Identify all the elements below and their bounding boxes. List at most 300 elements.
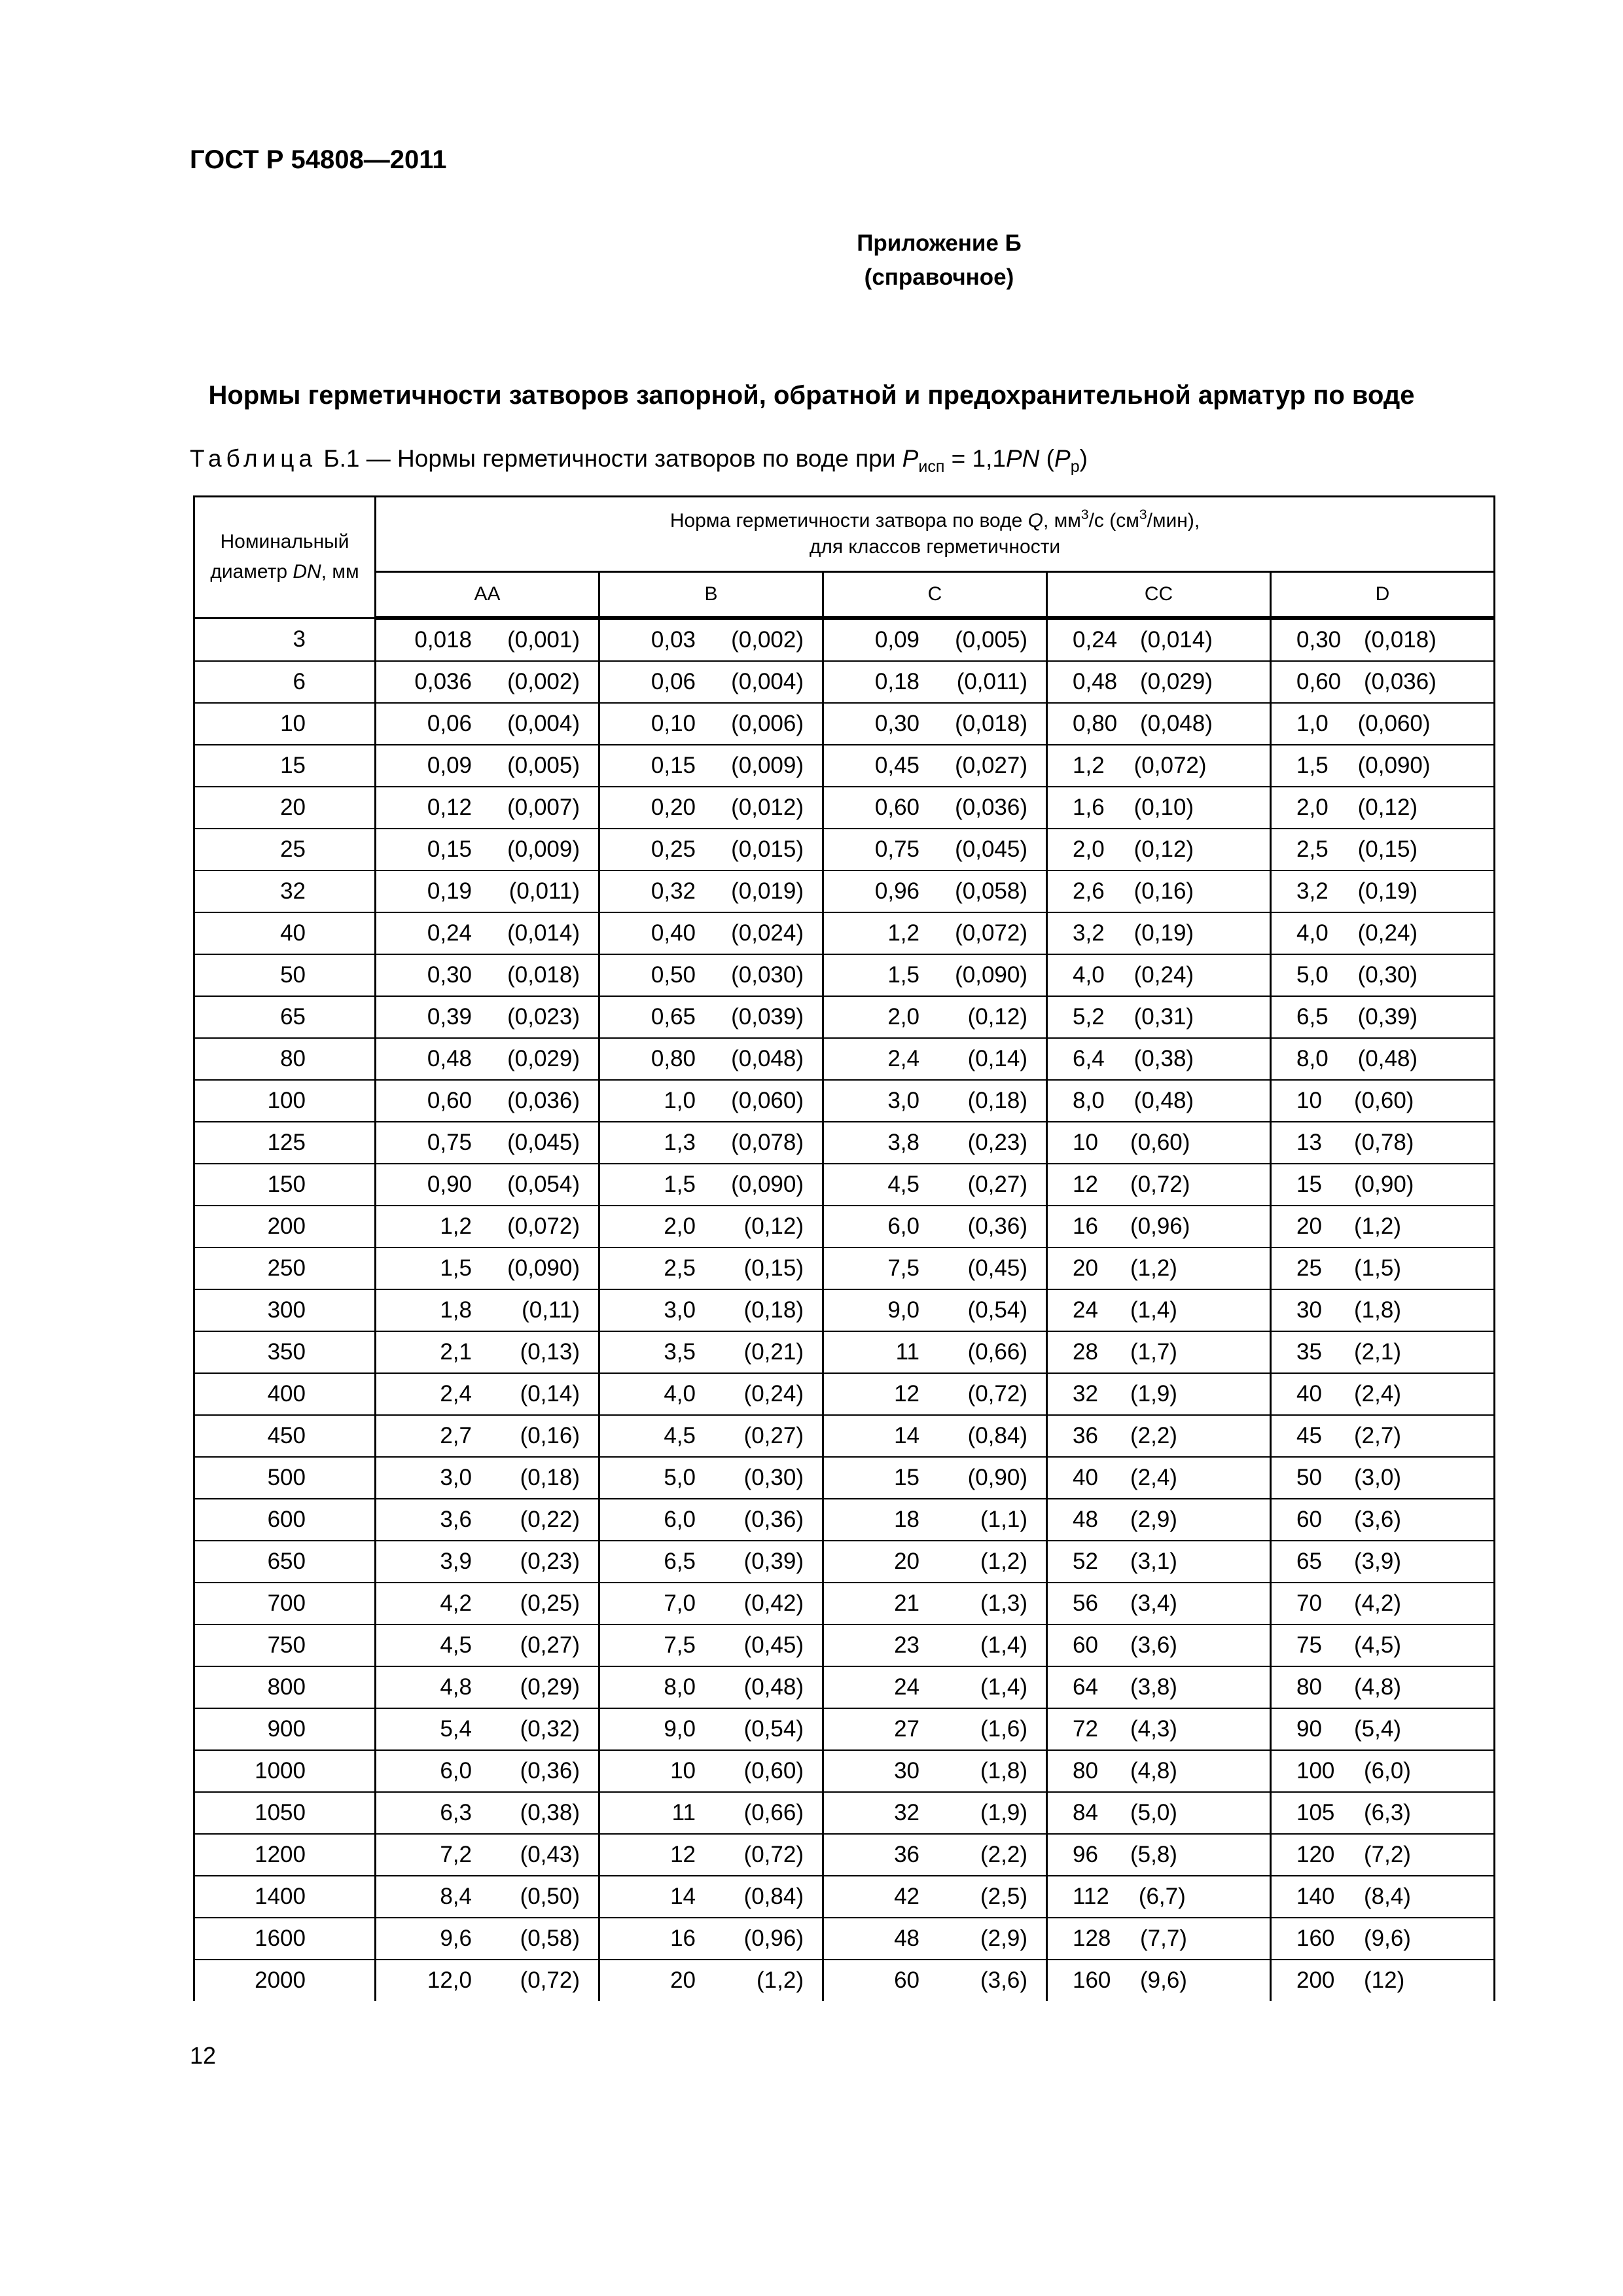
norm-cell xyxy=(823,1834,1047,1876)
flow-value-cm3-min: (3,8) xyxy=(1130,1674,1177,1700)
norm-cell xyxy=(376,1499,599,1541)
flow-value-cm3-min: (0,18) xyxy=(520,1465,580,1490)
flow-value-mm3-s: 60 xyxy=(894,1967,919,1993)
flow-value-mm3-s: 90 xyxy=(1296,1716,1322,1742)
flow-value-cm3-min: (3,1) xyxy=(1130,1549,1177,1574)
table-row xyxy=(194,1457,1495,1499)
table-row xyxy=(194,1583,1495,1624)
norm-cell xyxy=(599,1918,823,1960)
norm-cell xyxy=(599,996,823,1038)
caption-paren-close: ) xyxy=(1079,445,1088,472)
flow-value-mm3-s: 48 xyxy=(894,1926,919,1951)
norm-header-unit2: /с (см xyxy=(1088,510,1139,531)
norm-cell xyxy=(599,703,823,745)
flow-value-mm3-s: 0,15 xyxy=(651,753,696,778)
flow-value-cm3-min: (0,29) xyxy=(520,1674,580,1700)
flow-value-cm3-min: (0,006) xyxy=(731,711,804,736)
flow-value-cm3-min: (0,058) xyxy=(955,878,1027,904)
norm-cell xyxy=(823,1164,1047,1206)
flow-value-cm3-min: (0,18) xyxy=(967,1088,1027,1113)
flow-value-cm3-min: (0,48) xyxy=(1133,1088,1194,1113)
flow-value-mm3-s: 0,20 xyxy=(651,795,696,820)
norm-cell xyxy=(599,1122,823,1164)
flow-value-mm3-s: 4,8 xyxy=(440,1674,472,1700)
flow-value-mm3-s: 32 xyxy=(894,1800,919,1825)
flow-value-cm3-min: (0,12) xyxy=(1133,836,1194,862)
flow-value-mm3-s: 4,0 xyxy=(1073,962,1105,988)
norm-cell xyxy=(1047,1415,1271,1457)
flow-value-cm3-min: (7,7) xyxy=(1140,1926,1187,1951)
flow-value-mm3-s: 32 xyxy=(1073,1381,1098,1407)
flow-value-mm3-s: 1,5 xyxy=(1296,753,1329,778)
norm-cell xyxy=(823,1080,1047,1122)
flow-value-mm3-s: 3,2 xyxy=(1073,920,1105,946)
norm-cell xyxy=(1047,1122,1271,1164)
flow-value-mm3-s: 0,96 xyxy=(874,878,919,904)
norm-cell xyxy=(1047,829,1271,870)
flow-value-cm3-min: (0,030) xyxy=(731,962,804,988)
norm-cell xyxy=(376,1834,599,1876)
flow-value-cm3-min: (0,60) xyxy=(1130,1130,1190,1155)
flow-value-cm3-min: (0,43) xyxy=(520,1842,580,1867)
flow-value-cm3-min: (0,014) xyxy=(507,920,580,946)
flow-value-mm3-s: 35 xyxy=(1296,1339,1322,1365)
flow-value-cm3-min: (0,029) xyxy=(507,1046,580,1071)
flow-value-cm3-min: (0,36) xyxy=(967,1213,1027,1239)
flow-value-mm3-s: 7,0 xyxy=(664,1590,696,1616)
norm-cell xyxy=(376,1164,599,1206)
norm-cell xyxy=(1271,1164,1495,1206)
flow-value-mm3-s: 2,0 xyxy=(1073,836,1105,862)
flow-value-cm3-min: (3,9) xyxy=(1354,1549,1401,1574)
flow-value-mm3-s: 3,8 xyxy=(887,1130,919,1155)
table-row xyxy=(194,1164,1495,1206)
flow-value-mm3-s: 40 xyxy=(1296,1381,1322,1407)
flow-value-mm3-s: 3,0 xyxy=(440,1465,472,1490)
flow-value-cm3-min: (0,009) xyxy=(507,836,580,862)
norm-cell xyxy=(376,1708,599,1750)
flow-value-mm3-s: 1,8 xyxy=(440,1297,472,1323)
flow-value-cm3-min: (2,4) xyxy=(1130,1465,1177,1490)
flow-value-cm3-min: (5,8) xyxy=(1130,1842,1177,1867)
flow-value-mm3-s: 45 xyxy=(1296,1423,1322,1448)
flow-value-cm3-min: (1,4) xyxy=(980,1674,1027,1700)
table-row xyxy=(194,870,1495,912)
flow-value-cm3-min: (7,2) xyxy=(1364,1842,1411,1867)
norm-cell xyxy=(823,1541,1047,1583)
flow-value-cm3-min: (4,8) xyxy=(1354,1674,1401,1700)
flow-value-mm3-s: 36 xyxy=(1073,1423,1098,1448)
table-row xyxy=(194,1708,1495,1750)
flow-value-cm3-min: (0,036) xyxy=(955,795,1027,820)
norm-cell xyxy=(599,1666,823,1708)
flow-value-mm3-s: 0,09 xyxy=(874,627,919,653)
caption-number: Б.1 xyxy=(323,445,360,472)
norm-cell xyxy=(376,1457,599,1499)
flow-value-cm3-min: (0,90) xyxy=(1354,1172,1414,1197)
flow-value-mm3-s: 80 xyxy=(1073,1758,1098,1784)
flow-value-cm3-min: (3,6) xyxy=(1354,1507,1401,1532)
dn-header-var: DN xyxy=(293,561,321,583)
norm-cell xyxy=(376,1289,599,1331)
dn-cell: 600 xyxy=(194,1499,376,1541)
dn-cell: 1000 xyxy=(194,1750,376,1792)
dn-cell: 750 xyxy=(194,1624,376,1666)
flow-value-cm3-min: (4,5) xyxy=(1354,1632,1401,1658)
norm-cell xyxy=(1271,1624,1495,1666)
norm-cell xyxy=(1271,787,1495,829)
dn-cell: 1050 xyxy=(194,1792,376,1834)
dn-cell: 300 xyxy=(194,1289,376,1331)
table-row xyxy=(194,1206,1495,1247)
dn-cell: 700 xyxy=(194,1583,376,1624)
flow-value-cm3-min: (0,36) xyxy=(520,1758,580,1784)
appendix-heading xyxy=(628,226,1250,295)
norm-cell xyxy=(1271,954,1495,996)
norm-cell xyxy=(823,787,1047,829)
flow-value-mm3-s: 30 xyxy=(894,1758,919,1784)
class-header-c: С xyxy=(823,572,1047,619)
flow-value-mm3-s: 200 xyxy=(1296,1967,1335,1993)
norm-cell xyxy=(823,1708,1047,1750)
norm-cell xyxy=(823,1331,1047,1373)
flow-value-mm3-s: 5,0 xyxy=(664,1465,696,1490)
class-header-d: D xyxy=(1271,572,1495,619)
dn-cell: 1400 xyxy=(194,1876,376,1918)
norm-cell xyxy=(1047,1624,1271,1666)
flow-value-cm3-min: (1,1) xyxy=(980,1507,1027,1532)
flow-value-cm3-min: (0,12) xyxy=(743,1213,804,1239)
flow-value-cm3-min: (0,72) xyxy=(967,1381,1027,1407)
flow-value-mm3-s: 112 xyxy=(1073,1884,1109,1909)
norm-cell xyxy=(1271,1583,1495,1624)
flow-value-cm3-min: (0,36) xyxy=(743,1507,804,1532)
flow-value-mm3-s: 12 xyxy=(1073,1172,1098,1197)
norm-cell xyxy=(1271,1080,1495,1122)
flow-value-mm3-s: 6,4 xyxy=(1073,1046,1105,1071)
flow-value-mm3-s: 7,5 xyxy=(887,1255,919,1281)
norm-cell xyxy=(1047,1289,1271,1331)
norm-header-exp2: 3 xyxy=(1139,507,1147,522)
tightness-norms-table xyxy=(193,495,1495,2001)
norm-cell xyxy=(823,870,1047,912)
flow-value-mm3-s: 14 xyxy=(670,1884,696,1909)
norm-cell xyxy=(1271,1666,1495,1708)
norm-cell xyxy=(376,1583,599,1624)
flow-value-mm3-s: 100 xyxy=(1296,1758,1335,1784)
flow-value-cm3-min: (9,6) xyxy=(1140,1967,1187,1993)
flow-value-mm3-s: 0,15 xyxy=(427,836,472,862)
norm-cell xyxy=(376,870,599,912)
flow-value-mm3-s: 20 xyxy=(1073,1255,1098,1281)
flow-value-cm3-min: (0,78) xyxy=(1354,1130,1414,1155)
norm-cell xyxy=(376,745,599,787)
flow-value-cm3-min: (0,090) xyxy=(507,1255,580,1281)
flow-value-mm3-s: 0,12 xyxy=(427,795,472,820)
flow-value-mm3-s: 2,4 xyxy=(887,1046,919,1071)
flow-value-cm3-min: (1,2) xyxy=(1130,1255,1177,1281)
norm-cell xyxy=(823,1876,1047,1918)
flow-value-cm3-min: (0,060) xyxy=(731,1088,804,1113)
norm-cell xyxy=(1047,912,1271,954)
norm-cell xyxy=(1271,1876,1495,1918)
flow-value-mm3-s: 18 xyxy=(894,1507,919,1532)
flow-value-cm3-min: (0,22) xyxy=(520,1507,580,1532)
norm-cell xyxy=(823,1289,1047,1331)
flow-value-cm3-min: (1,7) xyxy=(1130,1339,1177,1365)
flow-value-mm3-s: 14 xyxy=(894,1423,919,1448)
norm-cell xyxy=(1271,1289,1495,1331)
flow-value-cm3-min: (0,011) xyxy=(508,878,580,904)
norm-cell xyxy=(823,1038,1047,1080)
table-row xyxy=(194,1289,1495,1331)
dn-cell: 15 xyxy=(194,745,376,787)
class-header-b: В xyxy=(599,572,823,619)
norm-cell xyxy=(823,1122,1047,1164)
dn-cell: 400 xyxy=(194,1373,376,1415)
norm-cell xyxy=(1047,1080,1271,1122)
flow-value-cm3-min: (0,38) xyxy=(1133,1046,1194,1071)
norm-cell xyxy=(1271,1206,1495,1247)
flow-value-mm3-s: 0,09 xyxy=(427,753,472,778)
norm-cell xyxy=(599,787,823,829)
norm-cell xyxy=(1047,745,1271,787)
class-header-cc: СС xyxy=(1047,572,1271,619)
dn-cell: 3 xyxy=(194,618,376,661)
table-row xyxy=(194,996,1495,1038)
norm-cell xyxy=(599,1583,823,1624)
norm-cell xyxy=(1047,1666,1271,1708)
norm-column-header xyxy=(376,497,1495,572)
flow-value-mm3-s: 1,0 xyxy=(664,1088,696,1113)
norm-cell xyxy=(1047,1331,1271,1373)
flow-value-mm3-s: 24 xyxy=(1073,1297,1098,1323)
caption-paren-open: ( xyxy=(1039,445,1054,472)
flow-value-mm3-s: 30 xyxy=(1296,1297,1322,1323)
norm-cell xyxy=(1047,1792,1271,1834)
table-row xyxy=(194,618,1495,661)
norm-cell xyxy=(599,618,823,661)
flow-value-cm3-min: (1,4) xyxy=(1130,1297,1177,1323)
flow-value-mm3-s: 2,1 xyxy=(440,1339,472,1365)
norm-cell xyxy=(376,829,599,870)
appendix-title: Приложение Б xyxy=(857,230,1022,256)
norm-cell xyxy=(599,1206,823,1247)
flow-value-cm3-min: (0,13) xyxy=(520,1339,580,1365)
flow-value-cm3-min: (0,14) xyxy=(520,1381,580,1407)
table-row xyxy=(194,1247,1495,1289)
flow-value-mm3-s: 28 xyxy=(1073,1339,1098,1365)
table-row xyxy=(194,1918,1495,1960)
flow-value-cm3-min: (0,24) xyxy=(1133,962,1194,988)
flow-value-cm3-min: (0,036) xyxy=(507,1088,580,1113)
flow-value-mm3-s: 1,5 xyxy=(440,1255,472,1281)
flow-value-mm3-s: 3,6 xyxy=(440,1507,472,1532)
flow-value-mm3-s: 48 xyxy=(1073,1507,1098,1532)
norm-cell xyxy=(599,1876,823,1918)
flow-value-cm3-min: (0,024) xyxy=(731,920,804,946)
norm-cell xyxy=(1271,661,1495,703)
flow-value-mm3-s: 6,5 xyxy=(1296,1004,1329,1030)
flow-value-mm3-s: 0,036 xyxy=(414,669,472,694)
class-header-aa: АА xyxy=(376,572,599,619)
flow-value-mm3-s: 15 xyxy=(894,1465,919,1490)
caption-pn: PN xyxy=(1005,445,1040,472)
flow-value-cm3-min: (1,8) xyxy=(1354,1297,1401,1323)
norm-cell xyxy=(599,1415,823,1457)
flow-value-cm3-min: (0,009) xyxy=(731,753,804,778)
flow-value-cm3-min: (0,090) xyxy=(731,1172,804,1197)
table-row xyxy=(194,1541,1495,1583)
flow-value-cm3-min: (0,58) xyxy=(520,1926,580,1951)
norm-cell xyxy=(1047,1918,1271,1960)
flow-value-cm3-min: (0,84) xyxy=(967,1423,1027,1448)
flow-value-mm3-s: 1,2 xyxy=(440,1213,472,1239)
norm-cell xyxy=(1271,1750,1495,1792)
norm-cell xyxy=(599,1247,823,1289)
flow-value-mm3-s: 7,5 xyxy=(664,1632,696,1658)
flow-value-mm3-s: 5,2 xyxy=(1073,1004,1105,1030)
norm-cell xyxy=(1047,618,1271,661)
flow-value-mm3-s: 20 xyxy=(894,1549,919,1574)
table-row xyxy=(194,1960,1495,2001)
norm-cell xyxy=(823,1666,1047,1708)
table-row xyxy=(194,1750,1495,1792)
flow-value-mm3-s: 0,50 xyxy=(651,962,696,988)
dn-cell: 650 xyxy=(194,1541,376,1583)
norm-cell xyxy=(376,703,599,745)
dn-cell: 150 xyxy=(194,1164,376,1206)
norm-cell xyxy=(376,996,599,1038)
caption-eq: = 1,1 xyxy=(944,445,1006,472)
flow-value-mm3-s: 128 xyxy=(1073,1926,1111,1951)
flow-value-cm3-min: (0,018) xyxy=(1364,627,1436,653)
dn-cell: 25 xyxy=(194,829,376,870)
norm-cell xyxy=(1047,954,1271,996)
norm-cell xyxy=(599,870,823,912)
norm-cell xyxy=(376,1122,599,1164)
flow-value-mm3-s: 2,5 xyxy=(1296,836,1329,862)
flow-value-cm3-min: (0,15) xyxy=(1357,836,1418,862)
norm-cell xyxy=(1047,1373,1271,1415)
flow-value-cm3-min: (0,054) xyxy=(507,1172,580,1197)
flow-value-cm3-min: (0,15) xyxy=(743,1255,804,1281)
dn-cell: 10 xyxy=(194,703,376,745)
flow-value-mm3-s: 96 xyxy=(1073,1842,1098,1867)
flow-value-mm3-s: 13 xyxy=(1296,1130,1322,1155)
flow-value-mm3-s: 0,30 xyxy=(427,962,472,988)
flow-value-mm3-s: 6,0 xyxy=(440,1758,472,1784)
flow-value-mm3-s: 6,0 xyxy=(887,1213,919,1239)
flow-value-cm3-min: (0,84) xyxy=(743,1884,804,1909)
flow-value-mm3-s: 72 xyxy=(1073,1716,1098,1742)
table-row xyxy=(194,1080,1495,1122)
flow-value-cm3-min: (0,60) xyxy=(743,1758,804,1784)
flow-value-cm3-min: (0,018) xyxy=(955,711,1027,736)
norm-cell xyxy=(599,745,823,787)
flow-value-mm3-s: 160 xyxy=(1073,1967,1111,1993)
norm-header-q: Q xyxy=(1027,510,1043,531)
norm-cell xyxy=(376,1080,599,1122)
flow-value-cm3-min: (4,2) xyxy=(1354,1590,1401,1616)
flow-value-mm3-s: 16 xyxy=(670,1926,696,1951)
flow-value-cm3-min: (0,005) xyxy=(955,627,1027,653)
flow-value-cm3-min: (0,39) xyxy=(743,1549,804,1574)
norm-cell xyxy=(599,1373,823,1415)
flow-value-mm3-s: 5,0 xyxy=(1296,962,1329,988)
norm-cell xyxy=(1047,1206,1271,1247)
norm-cell xyxy=(823,745,1047,787)
flow-value-cm3-min: (0,90) xyxy=(967,1465,1027,1490)
norm-cell xyxy=(823,1457,1047,1499)
norm-cell xyxy=(1271,618,1495,661)
flow-value-mm3-s: 52 xyxy=(1073,1549,1098,1574)
dn-header-line1: Номинальный xyxy=(220,531,349,553)
dn-cell: 32 xyxy=(194,870,376,912)
flow-value-mm3-s: 3,2 xyxy=(1296,878,1329,904)
norm-cell xyxy=(1271,912,1495,954)
flow-value-mm3-s: 0,18 xyxy=(874,669,919,694)
flow-value-cm3-min: (0,45) xyxy=(967,1255,1027,1281)
flow-value-cm3-min: (0,42) xyxy=(743,1590,804,1616)
table-row xyxy=(194,1876,1495,1918)
norm-cell xyxy=(823,1415,1047,1457)
flow-value-mm3-s: 0,06 xyxy=(651,669,696,694)
flow-value-mm3-s: 23 xyxy=(894,1632,919,1658)
flow-value-mm3-s: 9,0 xyxy=(887,1297,919,1323)
norm-cell xyxy=(1271,1038,1495,1080)
table-row xyxy=(194,1834,1495,1876)
flow-value-mm3-s: 60 xyxy=(1296,1507,1322,1532)
norm-cell xyxy=(823,1960,1047,2001)
flow-value-cm3-min: (0,048) xyxy=(731,1046,804,1071)
table-row xyxy=(194,1122,1495,1164)
flow-value-cm3-min: (2,1) xyxy=(1354,1339,1401,1365)
flow-value-cm3-min: (2,9) xyxy=(1130,1507,1177,1532)
table-row xyxy=(194,661,1495,703)
norm-cell xyxy=(823,912,1047,954)
norm-cell xyxy=(599,1499,823,1541)
flow-value-mm3-s: 0,24 xyxy=(427,920,472,946)
flow-value-mm3-s: 4,0 xyxy=(1296,920,1329,946)
flow-value-cm3-min: (0,023) xyxy=(507,1004,580,1030)
flow-value-mm3-s: 0,40 xyxy=(651,920,696,946)
flow-value-cm3-min: (0,072) xyxy=(955,920,1027,946)
flow-value-cm3-min: (0,72) xyxy=(520,1967,580,1993)
flow-value-cm3-min: (0,002) xyxy=(507,669,580,694)
flow-value-mm3-s: 5,4 xyxy=(440,1716,472,1742)
flow-value-cm3-min: (1,6) xyxy=(980,1716,1027,1742)
norm-cell xyxy=(1271,870,1495,912)
norm-cell xyxy=(599,1457,823,1499)
norm-cell xyxy=(599,1080,823,1122)
flow-value-cm3-min: (2,9) xyxy=(980,1926,1027,1951)
flow-value-cm3-min: (1,9) xyxy=(1130,1381,1177,1407)
norm-cell xyxy=(1271,1708,1495,1750)
flow-value-cm3-min: (2,2) xyxy=(980,1842,1027,1867)
flow-value-mm3-s: 0,32 xyxy=(651,878,696,904)
norm-cell xyxy=(1271,1373,1495,1415)
flow-value-cm3-min: (3,6) xyxy=(980,1967,1027,1993)
flow-value-mm3-s: 105 xyxy=(1296,1800,1335,1825)
flow-value-mm3-s: 0,60 xyxy=(1296,669,1342,694)
norm-cell xyxy=(1047,1750,1271,1792)
flow-value-mm3-s: 2,4 xyxy=(440,1381,472,1407)
norm-cell xyxy=(599,1750,823,1792)
norm-cell xyxy=(599,1331,823,1373)
flow-value-cm3-min: (0,005) xyxy=(507,753,580,778)
dn-cell: 100 xyxy=(194,1080,376,1122)
